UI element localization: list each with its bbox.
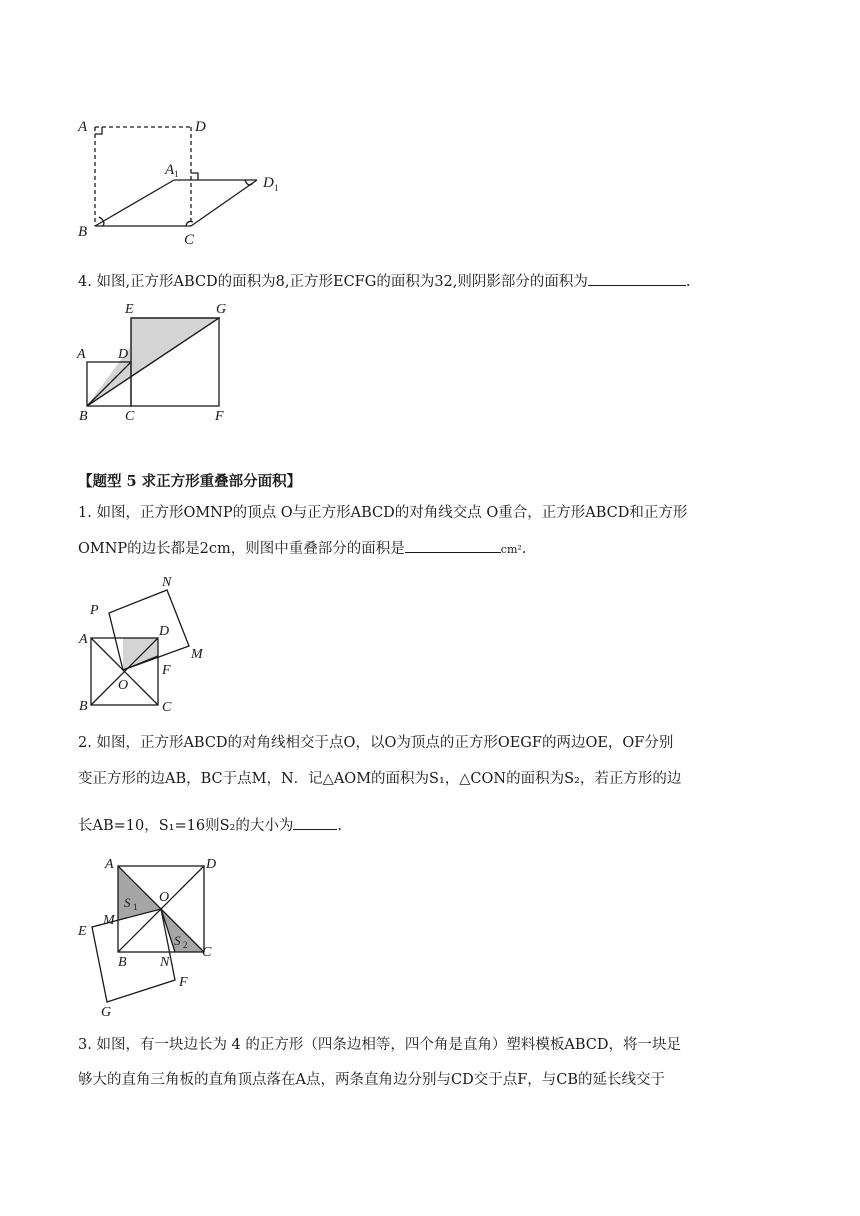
label-e: E [125, 302, 134, 317]
label-s1: S [124, 895, 131, 910]
label-e: E [78, 924, 87, 939]
label-a: A [79, 632, 88, 647]
label-s2: S [174, 933, 181, 948]
label-b: B [78, 224, 88, 240]
label-c: C [184, 232, 195, 248]
rotated-square-figure [72, 854, 232, 1019]
label-c: C [202, 945, 212, 960]
q4-end: . [685, 274, 691, 290]
label-c: C [125, 409, 135, 424]
p2-line3 [78, 815, 342, 836]
p2-line1: 2. 如图，正方形ABCD的对角线相交于点O，以O为顶点的正方形OEGF的两边OE，OF分别 [78, 735, 674, 751]
label-d1-sub: 1 [274, 183, 279, 193]
label-c: C [162, 700, 172, 715]
p2-line2: 变正方形的边AB，BC于点M，N．记△AOM的面积为S₁，△CON的面积为S₂，若正方形的边 [78, 771, 682, 787]
label-d: D [195, 119, 206, 135]
label-f: F [162, 663, 171, 678]
label-a: A [78, 119, 88, 135]
label-d: D [118, 347, 129, 362]
label-n: N [162, 575, 172, 590]
label-b: B [79, 409, 88, 424]
parallelogram-figure [70, 108, 300, 250]
label-g: G [101, 1005, 112, 1020]
label-a1: A [165, 162, 175, 178]
p3-line2: 够大的直角三角板的直角顶点落在A点，两条直角边分别与CD交于点F，与CB的延长线交于 [78, 1072, 665, 1088]
label-f: F [215, 409, 224, 424]
label-f: F [179, 975, 188, 990]
q4-answer-blank [588, 271, 686, 286]
label-s1-sub: 1 [133, 902, 138, 912]
label-b: B [118, 955, 127, 970]
label-a: A [105, 857, 114, 872]
q4-question: 4. 如图,正方形ABCD的面积为8,正方形ECFG的面积为32,则阴影部分的面积为 [78, 274, 588, 290]
p2-question: 长AB=10，S₁=16则S₂的大小为 [78, 818, 294, 834]
label-a1-sub: 1 [174, 169, 179, 179]
label-n: N [160, 955, 170, 970]
p2-answer-blank [293, 815, 337, 830]
label-d: D [206, 857, 217, 872]
label-m: M [103, 913, 115, 928]
two-squares-figure [70, 296, 240, 426]
label-b: B [79, 699, 88, 714]
p2-end: . [337, 818, 342, 834]
label-p: P [90, 603, 99, 618]
p1-answer-blank [405, 538, 501, 553]
label-g: G [216, 302, 227, 317]
p1-unit: cm² [500, 543, 522, 556]
overlap-squares-figure [72, 572, 222, 717]
q4-text [78, 271, 691, 292]
label-o: O [118, 678, 129, 693]
label-o: O [159, 890, 170, 905]
shaded-s1 [118, 866, 161, 920]
label-d: D [159, 624, 170, 639]
section-heading: 【题型 5 求正方形重叠部分面积】 [78, 473, 302, 490]
p1-question: OMNP的边长都是2cm，则图中重叠部分的面积是 [78, 541, 405, 557]
label-d1: D [263, 175, 274, 191]
label-a: A [77, 347, 86, 362]
label-s2-sub: 2 [183, 940, 188, 950]
p1-line2 [78, 538, 526, 560]
p1-line1: 1. 如图，正方形OMNP的顶点 O与正方形ABCD的对角线交点 O重合，正方形ABCD和正方形 [78, 505, 688, 521]
label-m: M [191, 647, 203, 662]
p3-line1: 3. 如图，有一块边长为 4 的正方形（四条边相等，四个角是直角）塑料模板ABCD，将一块足 [78, 1037, 681, 1053]
p1-end: . [521, 541, 527, 557]
